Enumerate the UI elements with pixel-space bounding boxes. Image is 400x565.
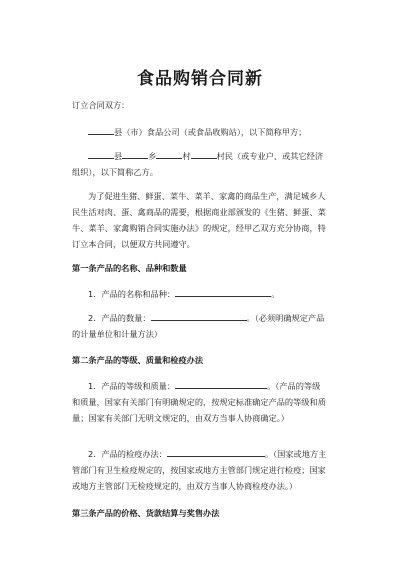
- article-1-item-2: [72, 310, 328, 342]
- product-name-blank: [175, 287, 271, 297]
- article-2-item-2: [72, 446, 328, 494]
- quarantine-method-blank: [167, 447, 265, 457]
- party-b-village-text: 村: [182, 151, 191, 161]
- party-b-township-blank: [122, 149, 148, 159]
- article-1-item-2-note: 。（必须明确规定产品的计量单位和计量方法）: [72, 313, 325, 339]
- party-b-village-blank: [156, 149, 182, 159]
- party-b-township-text: 乡: [148, 151, 157, 161]
- document-title: 食品购销合同新: [137, 69, 263, 89]
- article-2-item-1-note: 。（产品的等级和质量，国家有关部门有明确规定的，按规定标准确定产品的等级和质量；国家有关部门无明文规定的，由双方当事人协商确定。）: [72, 381, 326, 423]
- party-a-text: 县（市）食品公司（或食品收购站），以下简称甲方；: [114, 127, 307, 137]
- article-2-heading: 第二条产品的等级、质量和检疫办法: [72, 355, 204, 365]
- party-b-rest-text: 村民（或专业户、或其它经济组织），以下简称乙方。: [72, 151, 324, 177]
- product-quantity-blank: [151, 311, 247, 321]
- article-3-heading: 第三条产品的价格、货款结算与奖售办法: [72, 508, 220, 518]
- intro-line: [72, 97, 328, 113]
- article-2-item-2-label: 2．产品的检疫办法：: [88, 449, 167, 459]
- party-a-line: [72, 124, 328, 140]
- intro-text: 订立合同双方：: [72, 100, 130, 110]
- party-b-line: [72, 148, 328, 180]
- article-1-item-2-label: 2．产品的数量：: [88, 313, 151, 323]
- preamble-paragraph: 为了促进生猪、鲜蛋、菜牛、菜羊、家禽的商品生产，满足城乡人民生活对肉、蛋、禽商品的需要，根据商业部颁发的《生猪、鲜蛋、菜牛、菜羊、家禽购销合同实施办法》的规定，经甲乙双方充分协商，特订立本合同，以便双方共同遵守。: [72, 191, 326, 249]
- party-a-county-blank: [88, 125, 114, 135]
- article-2-item-1: [72, 378, 328, 426]
- party-b-county-text: 县: [114, 151, 123, 161]
- party-b-county-blank: [88, 149, 114, 159]
- article-1-item-1-label: 1．产品的名称和品种：: [88, 289, 176, 299]
- article-1-heading: 第一条产品的名称、品种和数量: [72, 263, 187, 273]
- article-2-item-1-label: 1．产品的等级和质量：: [88, 381, 176, 391]
- party-b-villager-blank: [191, 149, 217, 159]
- article-2-item-2-note: 。（国家或地方主管部门有卫生检疫规定的，按国家或地方主管部门规定进行检疫；国家或地方主管部门无检疫规定的，由双方当事人协商检疫办法。）: [72, 449, 327, 491]
- grade-quality-blank: [175, 379, 267, 389]
- article-1-item-1: [72, 286, 328, 302]
- article-1-item-1-period: 。: [271, 289, 280, 299]
